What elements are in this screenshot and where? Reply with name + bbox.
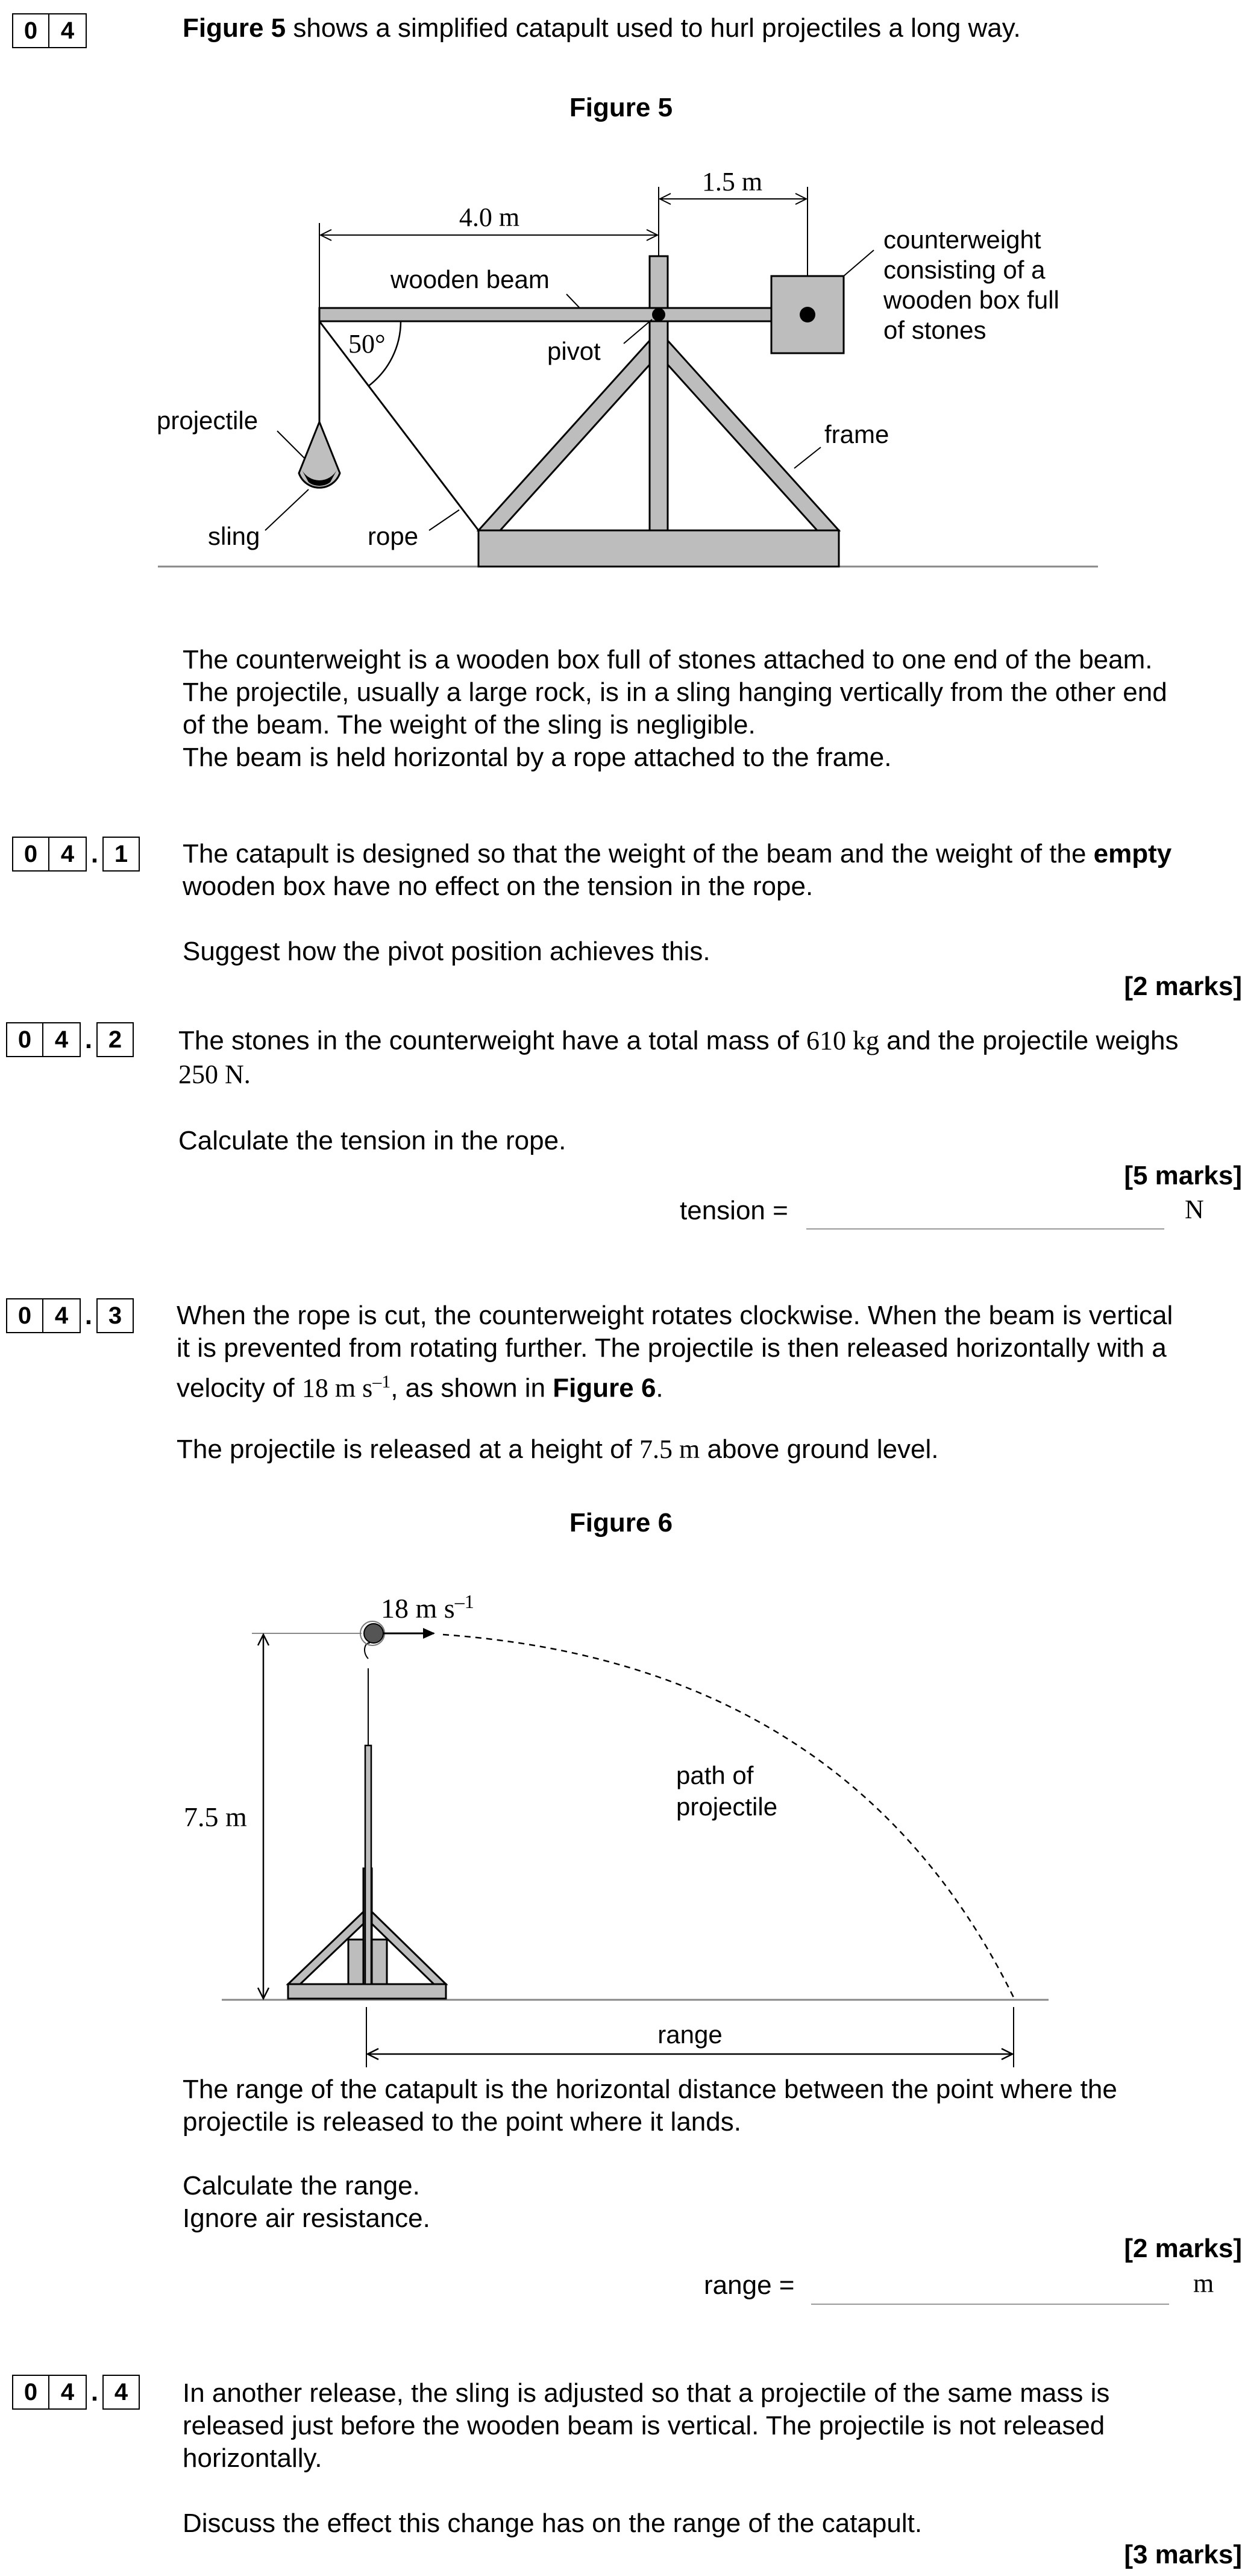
question-digit: 2 <box>96 1022 134 1057</box>
q44-line-4: Discuss the effect this change has on the range of the catapult. <box>183 2508 923 2538</box>
q42-text: The stones in the counterweight have a total mass of <box>178 1026 806 1055</box>
question-digit: 4 <box>102 2375 140 2410</box>
question-digit: 1 <box>102 837 140 872</box>
vertical-beam <box>365 1745 371 1984</box>
q42-line-1 <box>178 1025 1178 1057</box>
question-number-04-2 <box>6 1022 134 1057</box>
frame-right-strut <box>668 341 839 530</box>
q41-emphasis: empty <box>1093 839 1172 869</box>
question-dot: . <box>90 839 99 869</box>
q43-text: . <box>656 1373 663 1403</box>
q43-velocity: 18 m s <box>301 1373 373 1403</box>
label-angle: 50° <box>348 329 386 359</box>
figure-5-title: Figure 5 <box>569 93 673 122</box>
q43-line-1: When the rope is cut, the counterweight rotates clockwise. When the beam is vertical <box>177 1301 1173 1330</box>
frame-left-strut <box>478 341 650 530</box>
frame-post <box>650 256 668 530</box>
label-wooden-beam: wooden beam <box>390 265 550 294</box>
q44-line-1: In another release, the sling is adjusted so that a projectile of the same mass is <box>183 2378 1110 2408</box>
wooden-beam <box>319 308 771 321</box>
figure-ref: Figure 6 <box>553 1373 656 1403</box>
velocity-arrowhead <box>423 1628 435 1639</box>
figure-5-diagram <box>0 151 1242 597</box>
range-label: range = <box>704 2270 795 2300</box>
leader-wooden-beam <box>566 294 580 308</box>
question-digit: 0 <box>6 1022 43 1057</box>
label-sling: sling <box>208 522 260 550</box>
figure-6-diagram <box>0 1567 1242 2079</box>
description-line: The counterweight is a wooden box full of stones attached to one end of the beam. <box>183 645 1153 674</box>
q43-velocity-exp: –1 <box>372 1372 391 1392</box>
question-digit: 0 <box>6 1298 43 1333</box>
question-number-04-3 <box>6 1298 134 1333</box>
q43-line-4 <box>177 1433 939 1466</box>
label-4-0m: 4.0 m <box>459 203 520 232</box>
question-digit: 3 <box>96 1298 134 1333</box>
leader-sling <box>265 489 309 530</box>
question-digit: 4 <box>49 2375 87 2410</box>
label-rope: rope <box>368 522 419 550</box>
label-path-2: projectile <box>676 1792 778 1821</box>
description-line: The beam is held horizontal by a rope attached to the frame. <box>183 743 892 772</box>
label-height: 7.5 m <box>184 1802 247 1832</box>
question-04-intro <box>183 12 1021 45</box>
intro-text: shows a simplified catapult used to hurl projectiles a long way. <box>286 13 1021 43</box>
leader-counterweight <box>844 250 874 276</box>
label-range: range <box>657 2020 723 2049</box>
tension-label: tension = <box>680 1196 788 1225</box>
pivot-point <box>652 308 665 321</box>
q41-marks: [2 marks] <box>1124 972 1242 1001</box>
label-counterweight-3: wooden box full <box>883 286 1059 314</box>
q43-text: The projectile is released at a height of <box>177 1434 640 1464</box>
projectile-in-sling <box>299 422 340 488</box>
q43-line-2: it is prevented from rotating further. The projectile is then released horizontally with a <box>177 1333 1167 1363</box>
leader-projectile <box>277 431 304 458</box>
q43-text: above ground level. <box>700 1434 939 1464</box>
description-line: The projectile, usually a large rock, is in a sling hanging vertically from the other end <box>183 677 1167 707</box>
label-projectile: projectile <box>157 406 259 435</box>
range-unit: m <box>1193 2269 1214 2298</box>
question-digit: 0 <box>12 13 49 48</box>
q42-line-2 <box>178 1058 251 1091</box>
figure-ref: Figure 5 <box>183 13 286 43</box>
question-dot: . <box>90 2377 99 2407</box>
range-answer-field[interactable] <box>811 2304 1169 2305</box>
question-digit: 0 <box>12 837 49 872</box>
q44-line-2: released just before the wooden beam is vertical. The projectile is not released <box>183 2411 1105 2440</box>
question-dot: . <box>84 1025 93 1054</box>
question-digit: 0 <box>12 2375 49 2410</box>
question-number-04-4 <box>12 2375 140 2410</box>
q43-text: , as shown in <box>390 1373 553 1403</box>
frame-base <box>478 530 839 567</box>
label-path-1: path of <box>676 1761 754 1789</box>
q43b-line-1: The range of the catapult is the horizontal distance between the point where the <box>183 2075 1117 2104</box>
tension-unit: N <box>1185 1195 1204 1224</box>
q41-line-3: Suggest how the pivot position achieves this. <box>183 937 710 966</box>
tension-answer-field[interactable] <box>806 1228 1164 1230</box>
label-velocity <box>381 1591 474 1624</box>
q44-line-3: horizontally. <box>183 2443 322 2473</box>
q43b-line-4: Ignore air resistance. <box>183 2204 430 2233</box>
q41-text: The catapult is designed so that the weight of the beam and the weight of the <box>183 839 1094 869</box>
q43-line-3 <box>177 1366 663 1405</box>
label-counterweight-1: counterweight <box>883 225 1041 254</box>
question-number-04-1 <box>12 837 140 872</box>
label-1-5m: 1.5 m <box>701 167 763 196</box>
frame-base <box>288 1984 446 1999</box>
q42-text: . <box>243 1060 251 1089</box>
q41-line-1 <box>183 838 1171 870</box>
rope <box>319 321 478 530</box>
q44-marks: [3 marks] <box>1124 2540 1242 2569</box>
label-frame: frame <box>824 420 889 448</box>
leader-pivot <box>624 319 652 344</box>
leader-frame <box>794 447 821 468</box>
figure-6-title: Figure 6 <box>569 1508 673 1538</box>
q43b-line-3: Calculate the range. <box>183 2171 420 2201</box>
label-pivot: pivot <box>547 337 601 365</box>
velocity-value: 18 m s <box>381 1593 455 1624</box>
question-number-04 <box>12 13 87 48</box>
q42-weight-value: 250 N <box>178 1060 244 1089</box>
question-digit: 4 <box>43 1298 81 1333</box>
label-counterweight-4: of stones <box>883 316 986 344</box>
description-line: of the beam. The weight of the sling is negligible. <box>183 710 756 740</box>
q42-marks: [5 marks] <box>1124 1161 1242 1190</box>
q43b-marks: [2 marks] <box>1124 2234 1242 2263</box>
q43-text: velocity of <box>177 1373 302 1403</box>
q41-line-2: wooden box have no effect on the tension in the rope. <box>183 872 814 901</box>
leader-rope <box>429 510 459 530</box>
question-digit: 4 <box>49 837 87 872</box>
q43-height: 7.5 m <box>639 1434 700 1464</box>
counterweight-centre <box>800 307 815 322</box>
q42-line-3: Calculate the tension in the rope. <box>178 1126 566 1155</box>
label-counterweight-2: consisting of a <box>883 256 1046 284</box>
q42-mass-value: 610 kg <box>806 1026 879 1055</box>
q43b-line-2: projectile is released to the point where it lands. <box>183 2107 741 2137</box>
q42-text: and the projectile weighs <box>879 1026 1179 1055</box>
question-dot: . <box>84 1301 93 1330</box>
sling-cord <box>365 1643 370 1745</box>
projectile-ball <box>364 1624 383 1643</box>
question-digit: 4 <box>43 1022 81 1057</box>
velocity-exponent: –1 <box>454 1591 474 1612</box>
question-digit: 4 <box>49 13 87 48</box>
